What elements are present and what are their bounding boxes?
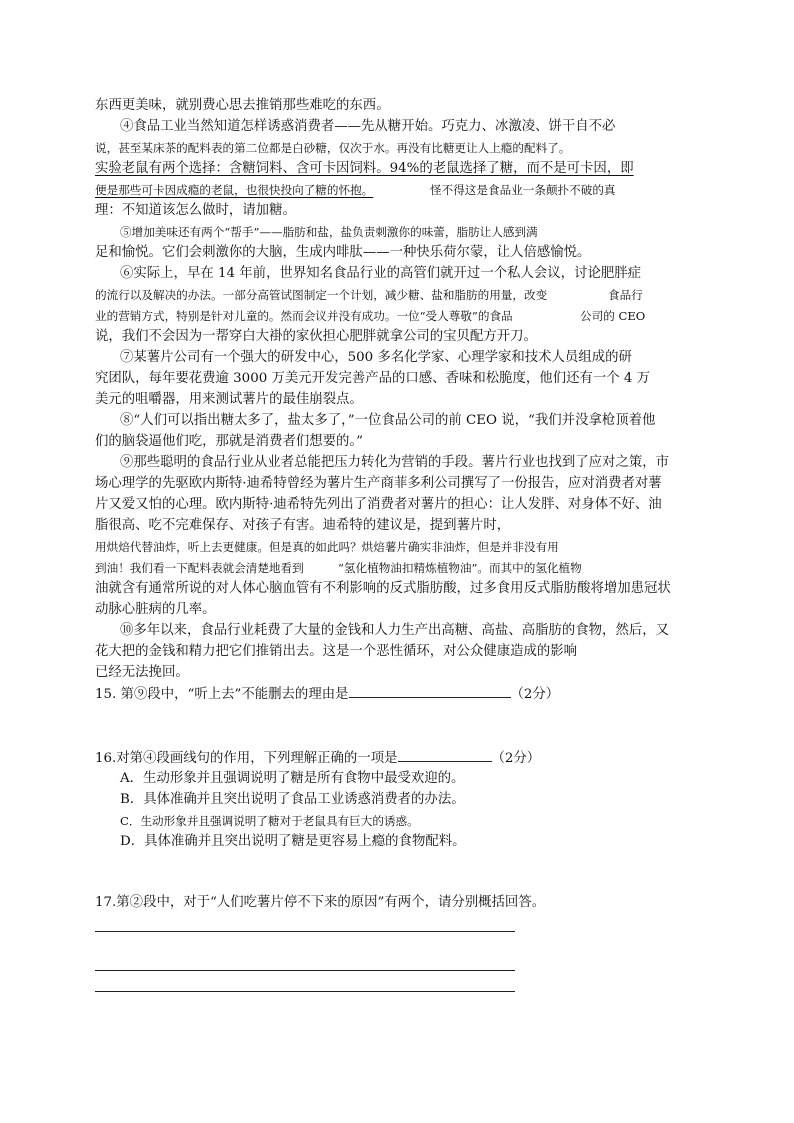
answer-line[interactable]	[95, 991, 515, 992]
question-15-text: 15. 第⑨段中，“听上去”不能删去的理由是	[95, 687, 349, 702]
answer-line[interactable]	[95, 970, 515, 971]
paragraph-4-underlined-line: 实验老鼠有两个选择：含糖饲料、含可卡因饲料。94%的老鼠选择了糖，而不是可卡因，即	[95, 161, 634, 176]
paragraph-7-line: ⑦某薯片公司有一个强大的研发中心，500 多名化学家、心理学家和技术人员组成的研	[120, 350, 632, 365]
paragraph-10-line: ⑩多年以来，食品行业耗费了大量的金钱和人力生产出高糖、高盐、高脂肪的食物，然后，又	[120, 623, 670, 638]
paragraph-9-line: ⑨那些聪明的食品行业从业者总能把压力转化为营销的手段。薯片行业也找到了应对之策，市	[120, 455, 670, 470]
paragraph-9-line: 到油！我们看一下配料表就会清楚地看到	[95, 561, 304, 575]
question-16	[95, 748, 540, 769]
paragraph-7-line: 究团队，每年要花费逾 3000 万美元开发完善产品的口感、香味和松脆度，他们还有一个 4 万	[95, 371, 651, 386]
paragraph-4-line: 怪不得这是食品业一条颠扑不破的真	[430, 183, 616, 197]
answer-line[interactable]	[95, 931, 515, 932]
paragraph-8-line: ⑧“人们可以指出糖太多了，盐太多了，”一位食品公司的前 CEO 说，“我们并没拿枪顶着他	[120, 413, 656, 428]
paragraph-6-line: 的流行以及解决的办法。一部分高管试图制定一个计划，减少糖、盐和脂肪的用量，改变	[95, 288, 548, 302]
question-16-score: （2分）	[491, 751, 541, 766]
paragraph-9-line: 用烘焙代替油炸，听上去更健康。但是真的如此吗？烘焙薯片确实非油炸，但是并非没有用	[95, 540, 559, 554]
question-15	[95, 684, 559, 705]
paragraph-4-underlined-line: 便是那些可卡因成瘾的老鼠，也很快投向了糖的怀抱。	[95, 183, 374, 197]
question-15-score: （2分）	[510, 687, 560, 702]
question-16-answer-blank[interactable]	[398, 748, 492, 762]
paragraph-6-line: 公司的 CEO	[580, 309, 646, 323]
paragraph-4-line: 理：不知道该怎么做时，请加糖。	[95, 203, 296, 218]
paragraph-9-line: 场心理学的先驱欧内斯特·迪希特曾经为薯片生产商菲多利公司撰写了一份报告，应对消费者对薯	[95, 476, 662, 491]
paragraph-9-line: 片又爱又怕的心理。欧内斯特·迪希特先列出了消费者对薯片的担心：让人发胖、对身体不好、油	[95, 497, 662, 512]
paragraph-6-line: 业的营销方式，特别是针对儿童的。然而会议并没有成功。一位“受人尊敬”的食品	[95, 309, 513, 323]
question-17-text: 17.第②段中，对于“人们吃薯片停不下来的原因”有两个，请分别概括回答。	[95, 895, 546, 910]
question-16-option-a: A．生动形象并且强调说明了糖是所有食物中最受欢迎的。	[120, 771, 465, 786]
passage-line: 东西更美味，就别费心思去推销那些难吃的东西。	[95, 98, 390, 113]
paragraph-9-line: “氢化植物油扣精炼植物油”。而其中的氢化植物	[338, 561, 582, 575]
paragraph-7-line: 美元的咀嚼器，用来测试薯片的最佳崩裂点。	[95, 392, 363, 407]
paragraph-5-line: 足和愉悦。它们会刺激你的大脑，生成内啡肽——一种快乐荷尔蒙，让人倍感愉悦。	[95, 245, 591, 260]
paragraph-4-line: 说，甚至某床茶的配料表的第二位都是白砂糖，仅次于水。再没有比糖更让人上瘾的配料了。	[95, 141, 571, 155]
paragraph-5-line: ⑤增加美味还有两个“帮手”——脂肪和盐，盐负责刺激你的味蕾，脂肪让人感到满	[120, 225, 538, 239]
question-16-option-c: C．生动形象并且强调说明了糖对于老鼠具有巨大的诱惑。	[120, 814, 419, 828]
paragraph-8-line: 们的脑袋逼他们吃，那就是消费者们想要的。”	[95, 434, 363, 449]
question-15-answer-blank[interactable]	[349, 684, 511, 698]
paragraph-4-line: ④食品工业当然知道怎样诱惑消费者——先从糖开始。巧克力、冰激凌、饼干自不必	[120, 119, 616, 134]
paragraph-6-line: ⑥实际上，早在 14 年前，世界知名食品行业的高管们就开过一个私人会议，讨论肥胖症	[120, 266, 642, 281]
paragraph-9-line: 脂很高、吃不完难保存、对孩子有害。迪希特的建议是，提到薯片时，	[95, 518, 511, 533]
paragraph-9-line: 动脉心脏病的几率。	[95, 602, 216, 617]
paragraph-9-line: 油就含有通常所说的对人体心脑血管有不利影响的反式脂肪酸，过多食用反式脂肪酸将增加患冠状	[95, 581, 671, 596]
paragraph-10-line: 已经无法挽回。	[95, 665, 189, 680]
question-16-option-d: D．具体准确并且突出说明了糖是更容易上瘾的食物配料。	[120, 834, 466, 849]
question-16-option-b: B．具体准确并且突出说明了食品工业诱惑消费者的办法。	[120, 792, 465, 807]
question-16-text: 16.对第④段画线句的作用，下列理解正确的一项是	[95, 751, 398, 766]
paragraph-10-line: 花大把的金钱和精力把它们推销出去。这是一个恶性循环，对公众健康造成的影响	[95, 644, 578, 659]
paragraph-6-line: 食品行	[608, 288, 643, 302]
paragraph-6-line: 说，我们不会因为一帮穿白大褂的家伙担心肥胖就拿公司的宝贝配方开刀。	[95, 329, 537, 344]
